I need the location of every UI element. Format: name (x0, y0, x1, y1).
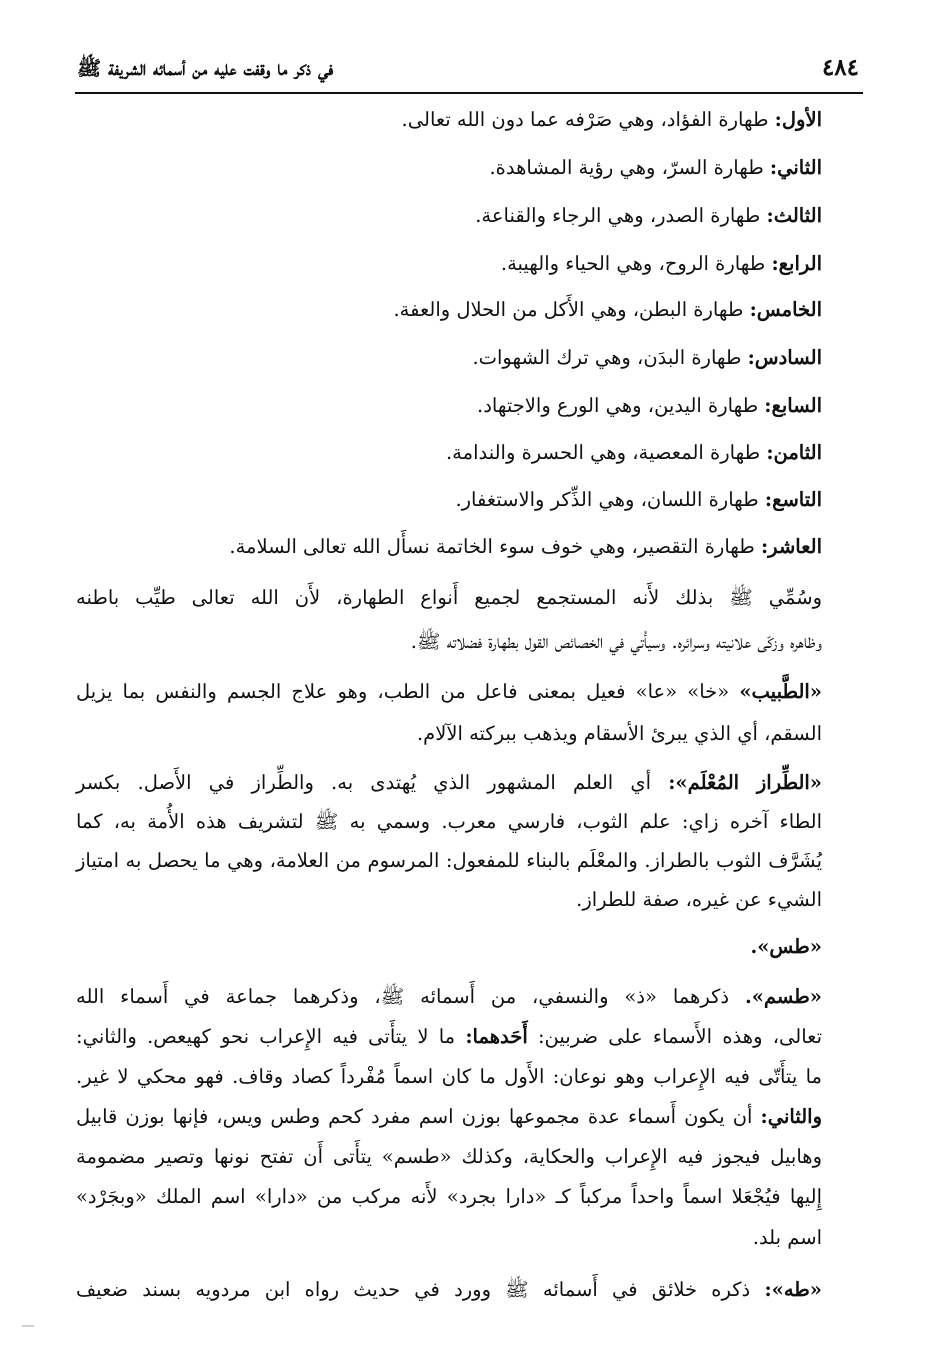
paragraph-line: «طه»: ذكره خلائق في أَسمائه ﷺ وورد في حديث رواه ابن مردويه بسند ضعيف (76, 1278, 822, 1301)
list-item (455, 490, 822, 510)
running-title: في ذكر ما وقفت عليه من أسمائه الشريفة ﷺ (77, 56, 334, 80)
entry-term: «الطِّراز المُعْلَم»: (668, 771, 822, 794)
list-item (477, 396, 822, 416)
paragraph-line: الطاء آخره زاي: علم الثوب، فارسي معرب. وسمي به ﷺ لتشريف هذه الأُمة به، كما (76, 810, 822, 833)
paragraph-line: الشيء عن غيره، صفة للطراز. (576, 888, 822, 911)
entry-term: «الطَّبيب» (739, 680, 822, 703)
paragraph-line: «طسم». ذكرهما «ذ» والنسفي، من أَسمائه ﷺ، وذكرهما جماعة في أَسماء الله (76, 985, 822, 1008)
paragraph-line: وهابيل فيجوز فيه الإِعراب والحكاية، وكذلك «طسم» يتأَتى أَن تفتح نونها وتصير مضمومة (76, 1145, 822, 1168)
list-term: العاشر: (760, 535, 822, 558)
list-text: طهارة المعصية، وهي الحسرة والندامة. (445, 441, 767, 464)
list-term: الخامس: (749, 298, 822, 321)
paragraph-line: تعالى، وهذه الأَسماء على ضربين: أَحَدهما: ما لا يتأَتى فيه الإِعراب نحو كهيعص. والثاني: (76, 1025, 822, 1048)
list-item (475, 206, 822, 226)
page-number: ٤٨٤ (821, 54, 859, 81)
page-header (75, 48, 863, 94)
paragraph-line: والثاني: أن يكون أَسماء عدة مجموعها بوزن اسم مفرد كحم وطس ويس، فإنها بوزن قابيل (76, 1105, 822, 1128)
list-item (472, 348, 822, 368)
list-item (229, 537, 822, 557)
list-item (501, 254, 822, 274)
paragraph-line: وسُمِّي ﷺ بذلك لأَنه المستجمع لجميع أَنواع الطهارة، لأَن الله تعالى طيِّب باطنه (76, 586, 822, 609)
list-term: الثالث: (766, 204, 822, 227)
list-term: الأول: (774, 108, 822, 131)
list-item (489, 158, 822, 178)
scan-mark (22, 1325, 34, 1327)
list-text: طهارة الروح، وهي الحياء والهيبة. (500, 252, 772, 275)
list-term: السابع: (764, 394, 822, 417)
paragraph-line: إِليها فيُجْعَلا اسماً واحداً مركباً كـ «دارا بجرد» لأَنه مركب من «دارا» اسم الملك «وبجَرْد» (76, 1185, 822, 1208)
list-term: الثامن: (766, 441, 822, 464)
list-item (402, 110, 822, 130)
paragraph-line: «الطِّراز المُعْلَم»: أي العلم المشهور الذي يُهتدى به. والطِّراز في الأَصل. بكسر (76, 771, 822, 794)
list-item (446, 443, 822, 463)
paragraph-line: يُشَرَّف الثوب بالطراز. والمعْلَم بالبناء للمفعول: المرسوم من العلامة، وهي ما يحصل به امتياز (76, 849, 822, 872)
list-text: طهارة البدَن، وهي ترك الشهوات. (472, 346, 748, 369)
list-text: طهارة اليدين، وهي الورع والاجتهاد. (477, 394, 765, 417)
list-term: السادس: (747, 346, 822, 369)
list-text: طهارة السرّ، وهي رؤية المشاهدة. (489, 156, 770, 179)
list-term: الرابع: (771, 252, 822, 275)
entry-heading: «طس». (750, 935, 822, 958)
list-text: طهارة البطن، وهي الأَكل من الحلال والعفة. (393, 298, 750, 321)
list-text: طهارة الصدر، وهي الرجاء والقناعة. (475, 204, 767, 227)
list-term: الثاني: (769, 156, 822, 179)
list-item (393, 300, 822, 320)
paragraph-line: «الطَّبيب» «خا» «عا» فعيل بمعنى فاعل من الطب، وهو علاج الجسم والنفس بما يزيل (76, 680, 822, 703)
paragraph-line: وظاهره وزكّى علانيته وسرائره. وسيأْتي في الخصائص القول بطهارة فضلاته ﷺ. (410, 630, 822, 653)
list-text: طهارة التقصير، وهي خوف سوء الخاتمة نسأَل الله تعالى السلامة. (229, 535, 761, 558)
list-term: التاسع: (764, 488, 822, 511)
list-text: طهارة اللسان، وهي الذِّكر والاستغفار. (455, 488, 765, 511)
entry-term: «طه»: (764, 1278, 822, 1301)
paragraph-line: السقم، أي الذي يبرئ الأسقام ويذهب ببركته الآلام. (416, 722, 822, 745)
paragraph-line: اسم بلد. (752, 1226, 822, 1249)
list-text: طهارة الفؤاد، وهي صَرْفه عما دون الله تعالى. (401, 108, 775, 131)
entry-term: «طسم». (744, 985, 822, 1008)
paragraph-line: ما يتأَتّى فيه الإِعراب وهو نوعان: الأَول ما كان اسماً مُفْرداً كصاد وقاف. فهو محكي لا غير. (76, 1065, 822, 1088)
